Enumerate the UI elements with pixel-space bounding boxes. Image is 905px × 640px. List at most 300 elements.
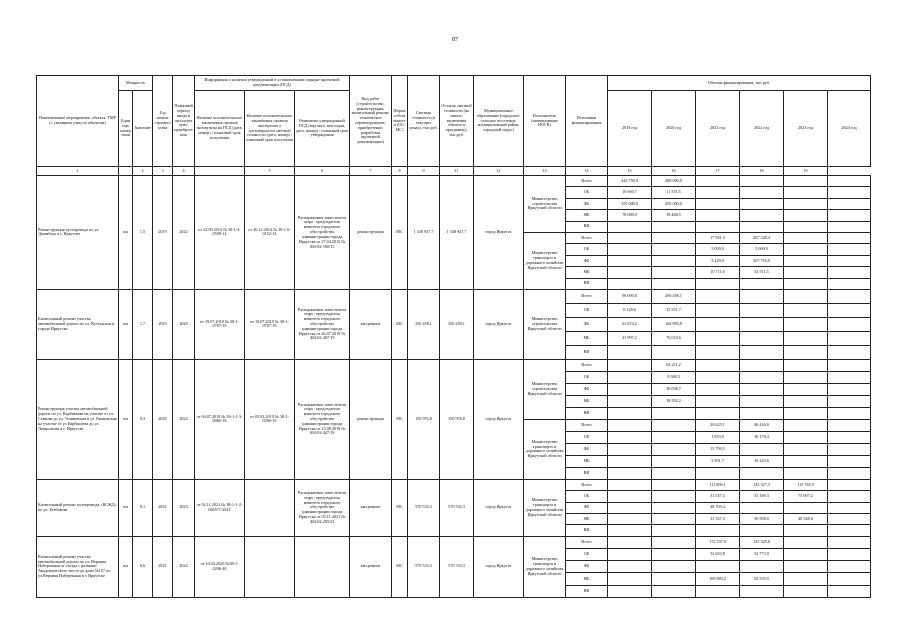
funding-value: 6 128,6	[608, 303, 652, 317]
funding-value: 31 547,3	[696, 491, 740, 502]
funding-value: 266 458,1	[652, 289, 696, 303]
funding-value	[608, 443, 652, 455]
funding-value	[608, 419, 652, 431]
object-estimated-cost: 150 976,8	[408, 359, 440, 479]
funding-value	[652, 479, 696, 490]
funding-value	[784, 198, 828, 209]
funding-value: 30 170,4	[740, 431, 784, 443]
table-body	[37, 76, 871, 598]
object-value: 1,7	[133, 289, 153, 359]
column-number: 1	[37, 167, 119, 176]
object-work-type: реконструкция	[350, 176, 392, 290]
funding-value	[652, 221, 696, 232]
object-name: Капитальный ремонт участка автомобильной дороги по ул. Култукская в городе Иркутске	[37, 289, 119, 359]
funding-source: ОБ	[566, 244, 608, 255]
funding-value	[828, 407, 871, 419]
header-cost-conclusion: Наличие положительного заключения органов экспертизы о достоверности сметной стоимости (дата, номер) / плановый срок получения	[245, 91, 295, 167]
column-number: 19	[784, 167, 828, 176]
funding-source: Всего	[566, 176, 608, 187]
funding-value	[828, 221, 871, 232]
funding-value: 53 653,8	[696, 549, 740, 561]
funding-value	[740, 187, 784, 198]
column-number: 9	[408, 167, 440, 176]
object-estimated-cost: 570 533,3	[408, 536, 440, 597]
funding-value	[740, 525, 784, 536]
funding-value: 31 547,3	[696, 514, 740, 525]
funding-value	[696, 278, 740, 289]
funding-value	[740, 407, 784, 419]
funding-source: ФБ	[566, 443, 608, 455]
funding-value	[740, 198, 784, 209]
funding-source: Всего	[566, 479, 608, 490]
funding-value	[608, 345, 652, 359]
funding-source: ОБ	[566, 491, 608, 502]
funding-value	[828, 491, 871, 502]
funding-value	[740, 502, 784, 513]
funding-value: 450 000,0	[652, 198, 696, 209]
object-executor: Министерство транспорта и дорожного хозяйства Иркутской области	[524, 536, 566, 597]
funding-value	[608, 514, 652, 525]
object-cost-conclusion: от 19.07.2019 № 38-1-0787-19	[245, 289, 295, 359]
funding-value	[784, 244, 828, 255]
funding-source: ФБ	[566, 317, 608, 331]
header-year-2024: 2024 год	[828, 91, 871, 167]
funding-value	[828, 536, 871, 548]
funding-value	[828, 267, 871, 278]
funding-value	[740, 210, 784, 221]
funding-source: МБ	[566, 210, 608, 221]
funding-value	[608, 467, 652, 479]
funding-value	[608, 549, 652, 561]
header-approval-details: Реквизиты утвержденной ПСД (вид акта, кем издан, дата, номер) / плановый срок утверждения	[295, 91, 350, 167]
funding-value	[696, 303, 740, 317]
object-work-type: реконструкция	[350, 359, 392, 479]
funding-value	[828, 210, 871, 221]
funding-value	[784, 255, 828, 266]
funding-value: 16 245,6	[740, 455, 784, 467]
table-row	[37, 536, 871, 548]
table-row	[37, 359, 871, 371]
object-end-year: 2022	[173, 359, 195, 479]
funding-source: МБ	[566, 455, 608, 467]
funding-value: 61 874,2	[608, 317, 652, 331]
object-estimated-cost: 1 338 947,7	[408, 176, 440, 290]
object-unit: км	[119, 289, 133, 359]
funding-value: 145 329,8	[740, 536, 784, 548]
funding-value	[696, 331, 740, 345]
funding-value	[828, 278, 871, 289]
funding-value	[740, 278, 784, 289]
funding-value	[696, 289, 740, 303]
funding-source: ВИ	[566, 585, 608, 597]
funding-value	[608, 431, 652, 443]
table-row	[37, 176, 871, 187]
funding-value: 267 228,4	[740, 232, 784, 243]
funding-value	[608, 561, 652, 573]
funding-source: ФБ	[566, 561, 608, 573]
funding-value	[828, 244, 871, 255]
funding-value: 18 468,5	[652, 210, 696, 221]
object-approval: Распоряжение заместителя мэра - председателя комитета городского обустройства администрации города Иркутска от 26.07.2019 № 404-02-407/19	[295, 289, 350, 359]
funding-value	[652, 278, 696, 289]
funding-value	[608, 221, 652, 232]
object-unit: км	[119, 359, 133, 479]
funding-value	[784, 278, 828, 289]
funding-value: 15 799,5	[696, 443, 740, 455]
funding-value	[608, 502, 652, 513]
funding-value	[784, 573, 828, 585]
column-number: 17	[696, 167, 740, 176]
funding-value: 18 592,2	[652, 395, 696, 407]
funding-source: ОБ	[566, 549, 608, 561]
header-funding-source: Источники финансирования	[566, 76, 608, 167]
column-number: 15	[608, 167, 652, 176]
funding-value	[828, 303, 871, 317]
object-name: Капитальный ремонт участка автомобильной дороги по ул. Верхняя Набережная от съезда с развязки Академического моста до дома №107 по ул.Верхняя Набережная в г. Иркутске	[37, 536, 119, 597]
header-end-year: Плановый период ввода в эксплуатацию/приобретения	[173, 76, 195, 167]
object-value: 0,6	[133, 536, 153, 597]
funding-source: МБ	[566, 331, 608, 345]
object-executor: Министерство транспорта и дорожного хозяйства Иркутской области	[524, 479, 566, 536]
funding-value	[608, 232, 652, 243]
funding-value	[652, 561, 696, 573]
funding-value	[784, 443, 828, 455]
funding-value	[740, 395, 784, 407]
funding-value: 52 773,9	[740, 549, 784, 561]
funding-value	[784, 210, 828, 221]
funding-value	[828, 455, 871, 467]
funding-value	[652, 467, 696, 479]
funding-source: ВИ	[566, 221, 608, 232]
object-start-year: 2019	[153, 176, 173, 290]
funding-value	[784, 303, 828, 317]
funding-value	[652, 431, 696, 443]
funding-value: 92 555,9	[740, 573, 784, 585]
object-cost-conclusion: от 26.12.2014 № 38-1-6-0152-14	[245, 176, 295, 290]
funding-value	[784, 345, 828, 359]
column-number: 8	[392, 167, 408, 176]
header-year-2023: 2023 год	[784, 91, 828, 167]
funding-value	[696, 221, 740, 232]
funding-value	[828, 479, 871, 490]
funding-source: МБ	[566, 395, 608, 407]
funding-value: 5 000,0	[696, 244, 740, 255]
funding-value	[696, 395, 740, 407]
funding-value	[784, 561, 828, 573]
funding-value: 35 551,7	[652, 303, 696, 317]
object-ownership: МС	[392, 479, 408, 536]
object-start-year: 2019	[153, 289, 173, 359]
funding-source: ОБ	[566, 371, 608, 383]
funding-value: 10 711,6	[696, 267, 740, 278]
funding-source: Всего	[566, 359, 608, 371]
header-remaining-cost: Остаток сметной стоимости (на начало включения объекта в программу), тыс.руб.	[440, 76, 474, 167]
page-number: 87	[452, 37, 458, 43]
object-conclusion: от 10.04.2020 №38-1-0206-20	[195, 536, 245, 597]
funding-value	[740, 345, 784, 359]
object-remaining-cost: 150 976,8	[440, 359, 474, 479]
funding-value	[608, 585, 652, 597]
header-positive-conclusion: Наличие положительного заключения органов экспертизы на ПСД (дата, номер) / плановый срок получения	[195, 91, 245, 167]
funding-value	[784, 383, 828, 395]
object-remaining-cost: 1 338 947,7	[440, 176, 474, 290]
financing-table	[36, 75, 871, 598]
funding-value	[828, 176, 871, 187]
funding-value	[608, 407, 652, 419]
funding-value	[784, 359, 828, 371]
funding-source: МБ	[566, 267, 608, 278]
column-number	[195, 167, 245, 176]
funding-value	[652, 585, 696, 597]
funding-value	[608, 383, 652, 395]
funding-value	[828, 502, 871, 513]
funding-value: 54 511,5	[740, 267, 784, 278]
funding-source: ВИ	[566, 525, 608, 536]
funding-value	[608, 371, 652, 383]
funding-value	[828, 467, 871, 479]
funding-source: ФБ	[566, 198, 608, 209]
object-executor: Министерство строительства Иркутской области	[524, 176, 566, 233]
object-end-year: 2023	[173, 479, 195, 536]
column-number: 16	[652, 167, 696, 176]
funding-value: 48 705,4	[696, 502, 740, 513]
funding-source: Всего	[566, 232, 608, 243]
object-approval: Распоряжение заместителя мэра - председателя комитета городского обустройства администрации города Иркутска от 03.11.2021 № 404-02-295/21	[295, 479, 350, 536]
object-approval: Распоряжение заместителя мэра - председателя комитета городского обустройства администрации города Иркутска от 13.08.2019 № 404-02-447/19	[295, 359, 350, 479]
funding-value	[828, 443, 871, 455]
funding-value: 20 625,1	[696, 419, 740, 431]
object-ownership: МС	[392, 176, 408, 290]
funding-value: 10 660,7	[608, 187, 652, 198]
funding-value	[652, 232, 696, 243]
header-value: Значение	[133, 91, 153, 167]
object-municipality: город Иркутск	[474, 359, 524, 479]
funding-value: 21 997,2	[608, 331, 652, 345]
funding-value	[696, 371, 740, 383]
object-unit: км	[119, 536, 133, 597]
funding-value	[608, 359, 652, 371]
object-estimated-cost: 356 458,1	[408, 289, 440, 359]
object-start-year: 2021	[153, 536, 173, 597]
funding-value	[784, 331, 828, 345]
object-executor: Министерство транспорта и дорожного хозяйства Иркутской области	[524, 419, 566, 479]
funding-value: 355 000,0	[608, 198, 652, 209]
column-number: 18	[740, 167, 784, 176]
funding-source: ОБ	[566, 187, 608, 198]
funding-value	[784, 502, 828, 513]
funding-value	[784, 289, 828, 303]
object-conclusion: от 04.07.2018 № 38-1-1-3-0066-18	[195, 359, 245, 479]
funding-source: Всего	[566, 289, 608, 303]
funding-source: ВИ	[566, 407, 608, 419]
funding-value	[740, 176, 784, 187]
object-conclusion: от 02.11.2021 № 38-1-1-2-064571-2021	[195, 479, 245, 536]
funding-value: 64 211,2	[652, 359, 696, 371]
funding-value	[652, 267, 696, 278]
funding-value: 172 537,0	[696, 536, 740, 548]
object-name: Реконструкция путепровода по ул. Джамбула в г. Иркутске	[37, 176, 119, 290]
column-number: 5	[245, 167, 295, 176]
object-executor: Министерство транспорта и дорожного хозяйства Иркутской области	[524, 232, 566, 289]
funding-value	[740, 443, 784, 455]
column-number: 3	[153, 167, 173, 176]
object-municipality: город Иркутск	[474, 536, 524, 597]
funding-value	[652, 514, 696, 525]
header-capacity: Мощность	[119, 76, 153, 91]
funding-value	[696, 383, 740, 395]
funding-value	[784, 525, 828, 536]
object-cost-conclusion	[245, 479, 295, 536]
funding-value	[740, 221, 784, 232]
column-number: 2	[133, 167, 153, 176]
funding-value	[828, 395, 871, 407]
column-number: 13	[524, 167, 566, 176]
object-municipality: город Иркутск	[474, 176, 524, 290]
funding-value	[828, 549, 871, 561]
funding-value	[696, 317, 740, 331]
object-ownership: МС	[392, 359, 408, 479]
funding-value	[828, 232, 871, 243]
funding-source: ФБ	[566, 383, 608, 395]
funding-value	[784, 467, 828, 479]
funding-source: ОБ	[566, 431, 608, 443]
object-end-year: 2020	[173, 289, 195, 359]
funding-value	[740, 331, 784, 345]
funding-value: 143 327,3	[740, 479, 784, 490]
funding-value	[828, 383, 871, 395]
object-executor: Министерство строительства Иркутской области	[524, 359, 566, 419]
header-year-2019: 2019 год	[608, 91, 652, 167]
object-municipality: город Иркутск	[474, 479, 524, 536]
funding-value	[696, 525, 740, 536]
funding-value	[608, 395, 652, 407]
funding-value	[784, 232, 828, 243]
object-conclusion: от 19.07.2019 № 38-1-0787-19	[195, 289, 245, 359]
object-end-year: 2022	[173, 176, 195, 290]
funding-value	[652, 255, 696, 266]
header-year-2022: 2022 год	[740, 91, 784, 167]
funding-value	[784, 317, 828, 331]
funding-value	[784, 187, 828, 198]
funding-value	[608, 255, 652, 266]
funding-value	[740, 289, 784, 303]
funding-source: ФБ	[566, 255, 608, 266]
funding-value	[652, 525, 696, 536]
column-number: 11	[440, 167, 474, 176]
column-numbers-row	[37, 167, 871, 176]
funding-source: ФБ	[566, 502, 608, 513]
object-work-type: кап.ремонт	[350, 479, 392, 536]
column-number: 14	[566, 167, 608, 176]
funding-value	[608, 479, 652, 490]
object-work-type: кап.ремонт	[350, 536, 392, 597]
header-year-2021: 2021 год	[696, 91, 740, 167]
funding-value	[696, 467, 740, 479]
funding-value	[696, 176, 740, 187]
column-number	[119, 167, 133, 176]
funding-value	[740, 371, 784, 383]
funding-value	[652, 345, 696, 359]
object-remaining-cost: 570 533,3	[440, 536, 474, 597]
funding-value: 40 348,6	[784, 514, 828, 525]
funding-value	[696, 561, 740, 573]
funding-value	[696, 198, 740, 209]
funding-value	[828, 331, 871, 345]
funding-value	[652, 443, 696, 455]
funding-value	[608, 491, 652, 502]
object-ownership: МС	[392, 536, 408, 597]
funding-value	[696, 187, 740, 198]
object-cost-conclusion	[245, 536, 295, 597]
header-municipality: Муниципальное образование (городское/сельское поселение, муниципальный район, городской округ)	[474, 76, 524, 167]
header-name: Наименование мероприятия, объекта, ГМР (с указанием улиц по объектам)	[37, 76, 119, 167]
funding-value	[652, 419, 696, 431]
object-remaining-cost: 570 533,3	[440, 479, 474, 536]
funding-value	[784, 395, 828, 407]
header-funding-volume: Объемы финансирования, тыс.руб.	[608, 76, 871, 91]
table-row	[37, 479, 871, 490]
funding-value: 78 089,3	[608, 210, 652, 221]
funding-value	[740, 561, 784, 573]
funding-value	[784, 371, 828, 383]
object-end-year: 2022	[173, 536, 195, 597]
table-row	[37, 289, 871, 303]
object-approval: Распоряжение заместителя мэра - председателя комитета городского обустройства администрации города Иркутска от 27.04.2015 № 404-02-180/15	[295, 176, 350, 290]
funding-value	[784, 221, 828, 232]
funding-value	[784, 407, 828, 419]
header-ownership: Форма собственности (ОС/МС)	[392, 76, 408, 167]
funding-source: ОБ	[566, 303, 608, 317]
object-conclusion: от 22.09.2014 № 38-1-4-0509-14	[195, 176, 245, 290]
object-name: Реконструкция участка автомобильной дороги по ул. Карбышева на участке от ул. Севкова до ул. Ушаковская и ул Ушаковская на участке от ул Карбышева до ул. Лермонтова в г. Иркутске	[37, 359, 119, 479]
funding-value: 17 941,5	[696, 232, 740, 243]
funding-source: ВИ	[566, 345, 608, 359]
funding-value: 11 531,5	[652, 187, 696, 198]
funding-value	[784, 549, 828, 561]
column-number: 6	[295, 167, 350, 176]
funding-value	[784, 431, 828, 443]
funding-value	[652, 536, 696, 548]
funding-value	[828, 371, 871, 383]
object-executor: Министерство строительства Иркутской области	[524, 289, 566, 359]
funding-value: 111 806,1	[696, 479, 740, 490]
funding-value: 109 883,2	[696, 573, 740, 585]
object-ownership: МС	[392, 289, 408, 359]
object-name: Капитальный ремонт путепровода «ВСЖД» по ул. Безбокова	[37, 479, 119, 536]
funding-value	[608, 267, 652, 278]
object-value: 0,3	[133, 359, 153, 479]
funding-value: 480 000,0	[652, 176, 696, 187]
header-psd-info: Информация о наличии утвержденной в установленном порядке проектной документации (ПСД)	[195, 76, 350, 91]
funding-value	[740, 467, 784, 479]
funding-source: ВИ	[566, 278, 608, 289]
funding-value	[696, 359, 740, 371]
funding-value	[740, 383, 784, 395]
object-municipality: город Иркутск	[474, 289, 524, 359]
funding-value: 5 000,0	[740, 244, 784, 255]
funding-source: Всего	[566, 419, 608, 431]
funding-value	[608, 455, 652, 467]
object-cost-conclusion: от 05.03.2019 № 38-1-0296-19	[245, 359, 295, 479]
funding-value: 2 229,9	[696, 255, 740, 266]
funding-value: 2 991,7	[696, 455, 740, 467]
column-number: 12	[474, 167, 524, 176]
funding-value: 90 000,0	[608, 289, 652, 303]
funding-value: 36 038,7	[652, 383, 696, 395]
funding-value	[652, 244, 696, 255]
object-value: 0,1	[133, 479, 153, 536]
funding-value	[608, 525, 652, 536]
